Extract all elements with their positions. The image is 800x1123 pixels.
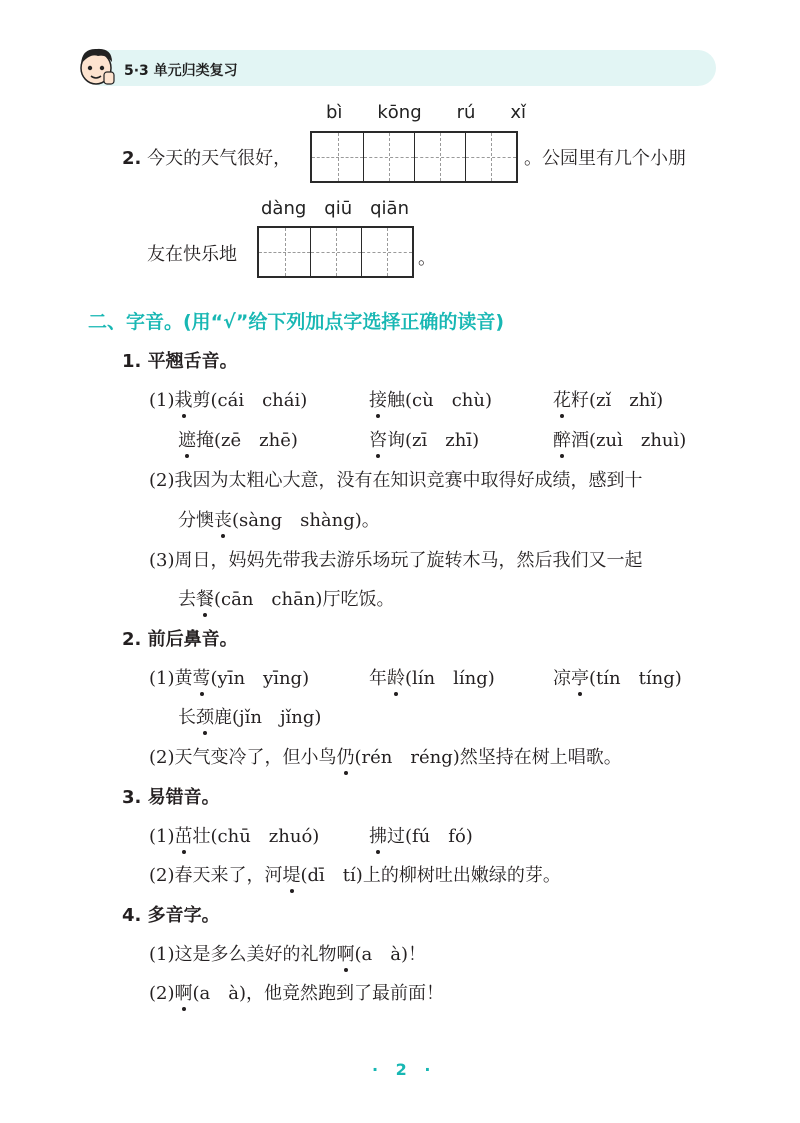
subsection-title: 4. 多音字。	[122, 905, 220, 926]
text-segment: 遮	[178, 426, 196, 452]
pinyin: kōng	[377, 102, 422, 123]
text-segment: (1)	[149, 826, 175, 847]
text-segment: 籽(zǐ zhǐ)	[571, 390, 664, 411]
text-segment: 凉	[553, 668, 571, 689]
subsection-title: 3. 易错音。	[122, 787, 220, 808]
text-segment: (2)春天来了，河	[149, 865, 283, 886]
text-segment: (a à)！	[354, 944, 427, 965]
text-segment: (yīn yīng)	[210, 668, 310, 689]
s1-line-1c	[553, 386, 663, 412]
s2-line-3	[149, 743, 622, 769]
text-segment: (2)	[149, 983, 175, 1004]
section-title: 二、字音。(用“√”给下列加点字选择正确的读音)	[88, 311, 505, 333]
text-segment: (lín líng)	[405, 668, 495, 689]
question-number: 2.	[122, 148, 142, 169]
pinyin-row-1	[326, 102, 526, 123]
cartoon-boy-icon	[76, 44, 118, 92]
pinyin: dàng	[261, 198, 307, 219]
text-segment: 酒(zuì zhuì)	[571, 430, 687, 451]
text-segment: 啊	[175, 979, 193, 1005]
text-segment: (dī tí)上的柳树吐出嫩绿的芽。	[300, 865, 561, 886]
text-segment: 莺	[193, 664, 211, 690]
text-segment: 花	[553, 386, 571, 412]
text-segment: (sàng shàng)。	[232, 510, 380, 531]
s2-line-1a	[149, 664, 309, 690]
s1-line-1b	[369, 386, 492, 412]
q2-text: 今天的天气很好，	[147, 148, 292, 169]
s1-line-1	[149, 386, 307, 412]
text-segment: (1)黄	[149, 668, 193, 689]
subsection-title: 1. 平翘舌音。	[122, 351, 238, 372]
text-segment: 啊	[337, 940, 355, 966]
text-segment: 长	[178, 707, 196, 728]
text-segment: 壮(chū zhuó)	[192, 826, 320, 847]
text-segment: 颈	[196, 703, 214, 729]
text-segment: (1)	[149, 390, 175, 411]
pinyin: bì	[326, 102, 343, 123]
header-title: 5·3 单元归类复习	[124, 63, 238, 79]
s1-line-5: (3)周日，妈妈先带我去游乐场玩了旋转木马，然后我们又一起	[149, 550, 643, 571]
text-segment: 年	[369, 668, 387, 689]
text-segment: 询(zī zhī)	[387, 430, 480, 451]
text-segment: 触(cù chù)	[387, 390, 492, 411]
text-segment: 掩(zē zhē)	[196, 430, 298, 451]
pinyin: qiū	[324, 198, 353, 219]
s1-line-2b	[369, 426, 479, 452]
text-segment: (2)天气变冷了，但小鸟	[149, 747, 337, 768]
s3-line-1b	[369, 822, 473, 848]
pinyin: qiān	[370, 198, 409, 219]
text-segment: 醉	[553, 426, 571, 452]
text-segment: (1)这是多么美好的礼物	[149, 944, 337, 965]
s3-line-2	[149, 861, 561, 887]
s3-line-1a	[149, 822, 319, 848]
text-segment: 剪(cái chái)	[192, 390, 308, 411]
s1-line-2c	[553, 426, 686, 452]
text-segment: 咨	[369, 426, 387, 452]
text-segment: 过(fú fó)	[387, 826, 473, 847]
pinyin: xǐ	[510, 102, 526, 123]
pinyin-row-2	[261, 198, 409, 219]
text-segment: 仍	[337, 743, 355, 769]
writing-grid-1[interactable]	[310, 131, 518, 183]
s1-line-4	[178, 506, 380, 532]
text-segment: (tín tíng)	[589, 668, 682, 689]
writing-grid-2[interactable]	[257, 226, 414, 278]
text-segment: (a à)，他竟然跑到了最前面！	[192, 983, 445, 1004]
page-number: · 2 ·	[372, 1060, 437, 1079]
text-segment: (rén réng)然坚持在树上唱歌。	[354, 747, 622, 768]
text-segment: 龄	[387, 664, 405, 690]
text-segment: 鹿(jǐn jǐng)	[214, 707, 322, 728]
text-segment: 餐	[196, 585, 214, 611]
s2-line-1c	[553, 664, 682, 690]
text-segment: (cān chān)厅吃饭。	[214, 589, 395, 610]
s4-line-1	[149, 940, 426, 966]
q2-line-1	[122, 144, 291, 170]
s2-line-1b	[369, 664, 495, 690]
q2-text-after: 。公园里有几个小朋	[524, 148, 686, 169]
q2-line-2: 友在快乐地	[147, 244, 237, 265]
text-segment: 堤	[283, 861, 301, 887]
text-segment: 去	[178, 589, 196, 610]
s2-line-2	[178, 703, 321, 729]
s1-line-6	[178, 585, 394, 611]
s4-line-2	[149, 979, 444, 1005]
text-segment: 分懊	[178, 510, 214, 531]
subsection-title: 2. 前后鼻音。	[122, 629, 238, 650]
text-segment: 接	[369, 386, 387, 412]
text-segment: 茁	[175, 822, 193, 848]
text-segment: 拂	[369, 822, 387, 848]
s1-line-3: (2)我因为太粗心大意，没有在知识竞赛中取得好成绩，感到十	[149, 470, 643, 491]
s1-line-2a	[178, 426, 298, 452]
q2-end: 。	[418, 248, 436, 269]
text-segment: 丧	[214, 506, 232, 532]
text-segment: 亭	[571, 664, 589, 690]
pinyin: rú	[456, 102, 476, 123]
text-segment: 栽	[175, 386, 193, 412]
